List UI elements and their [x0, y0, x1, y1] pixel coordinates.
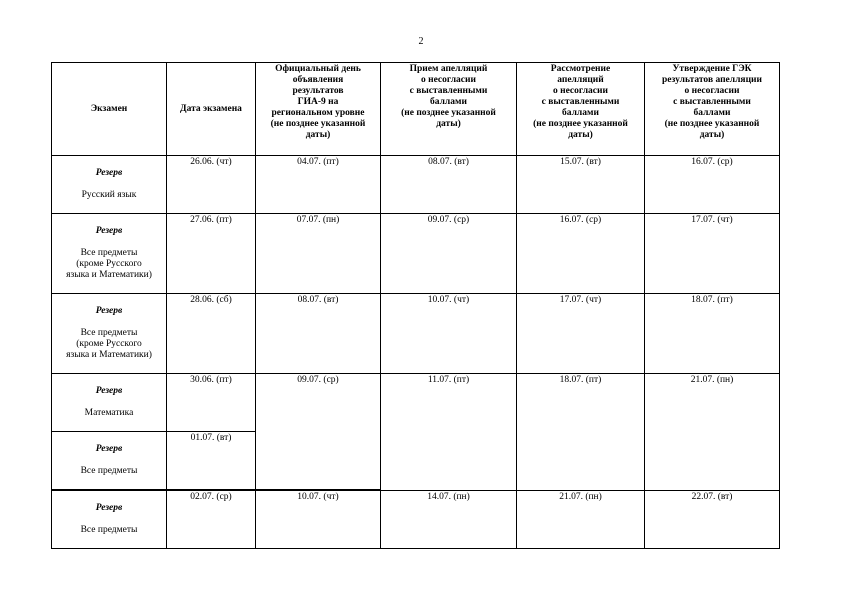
exam-date-cell: 28.06. (сб) — [167, 294, 256, 374]
exam-date-cell: 02.07. (ср) — [167, 491, 256, 549]
page-number: 2 — [418, 36, 424, 47]
appeal-intake-cell: 11.07. (пт) — [381, 374, 517, 491]
reserve-label: Резерв — [95, 503, 123, 513]
header-appeal-review: Рассмотрение апелляций о несогласии с выставленными баллами (не позднее указанной даты) — [517, 63, 645, 156]
appeal-review-cell: 21.07. (пн) — [517, 491, 645, 549]
subject-label: Все предметы — [80, 525, 138, 535]
table-row — [52, 491, 780, 549]
exam-cell — [52, 491, 167, 549]
exam-date-cell: 26.06. (чт) — [167, 156, 256, 214]
exam-cell — [52, 432, 167, 490]
table-row — [52, 374, 780, 432]
results-date-cell: 04.07. (пт) — [256, 156, 381, 214]
results-date-cell: 10.07. (чт) — [256, 491, 381, 549]
subject-label: Все предметы — [80, 466, 138, 476]
gek-approval-cell: 21.07. (пн) — [645, 374, 780, 491]
gek-approval-cell: 22.07. (вт) — [645, 491, 780, 549]
exam-date-cell: 01.07. (вт) — [167, 432, 256, 490]
reserve-label: Резерв — [95, 306, 123, 316]
results-date-cell: 08.07. (вт) — [256, 294, 381, 374]
exam-date-cell: 27.06. (пт) — [167, 214, 256, 294]
reserve-label: Резерв — [95, 386, 123, 396]
exam-cell — [52, 374, 167, 432]
table-row — [52, 294, 780, 374]
header-results-day: Официальный день объявления результатов ГИА-9 на региональном уровне (не позднее указанной даты) — [256, 63, 381, 156]
appeal-review-cell: 18.07. (пт) — [517, 374, 645, 491]
gek-approval-cell: 17.07. (чт) — [645, 214, 780, 294]
appeal-review-cell: 17.07. (чт) — [517, 294, 645, 374]
appeal-review-cell: 16.07. (ср) — [517, 214, 645, 294]
exam-cell — [52, 214, 167, 294]
table-row — [52, 156, 780, 214]
gek-approval-cell: 16.07. (ср) — [645, 156, 780, 214]
reserve-label: Резерв — [95, 444, 123, 454]
reserve-label: Резерв — [95, 226, 123, 236]
appeal-intake-cell: 14.07. (пн) — [381, 491, 517, 549]
header-gek-approval: Утверждение ГЭК результатов апелляции о несогласии с выставленными баллами (не позднее указанной даты) — [645, 63, 780, 156]
header-appeal-intake: Прием апелляций о несогласии с выставленными баллами (не позднее указанной даты) — [381, 63, 517, 156]
appeal-intake-cell: 08.07. (вт) — [381, 156, 517, 214]
exam-schedule-table — [51, 62, 780, 549]
header-exam: Экзамен — [52, 63, 167, 156]
table-row — [52, 214, 780, 294]
subject-label: Все предметы (кроме Русского языка и Математики) — [66, 328, 152, 360]
appeal-intake-cell: 09.07. (ср) — [381, 214, 517, 294]
gek-approval-cell: 18.07. (пт) — [645, 294, 780, 374]
subject-label: Все предметы (кроме Русского языка и Математики) — [66, 248, 152, 280]
results-date-cell: 09.07. (ср) — [256, 374, 381, 490]
exam-cell — [52, 294, 167, 374]
header-row — [52, 63, 780, 156]
appeal-review-cell: 15.07. (вт) — [517, 156, 645, 214]
subject-label: Математика — [84, 408, 134, 418]
subject-label: Русский язык — [81, 190, 137, 200]
results-date-cell: 07.07. (пн) — [256, 214, 381, 294]
exam-date-cell: 30.06. (пт) — [167, 374, 256, 432]
appeal-intake-cell: 10.07. (чт) — [381, 294, 517, 374]
exam-cell — [52, 156, 167, 214]
header-exam-date: Дата экзамена — [167, 63, 256, 156]
reserve-label: Резерв — [95, 168, 123, 178]
